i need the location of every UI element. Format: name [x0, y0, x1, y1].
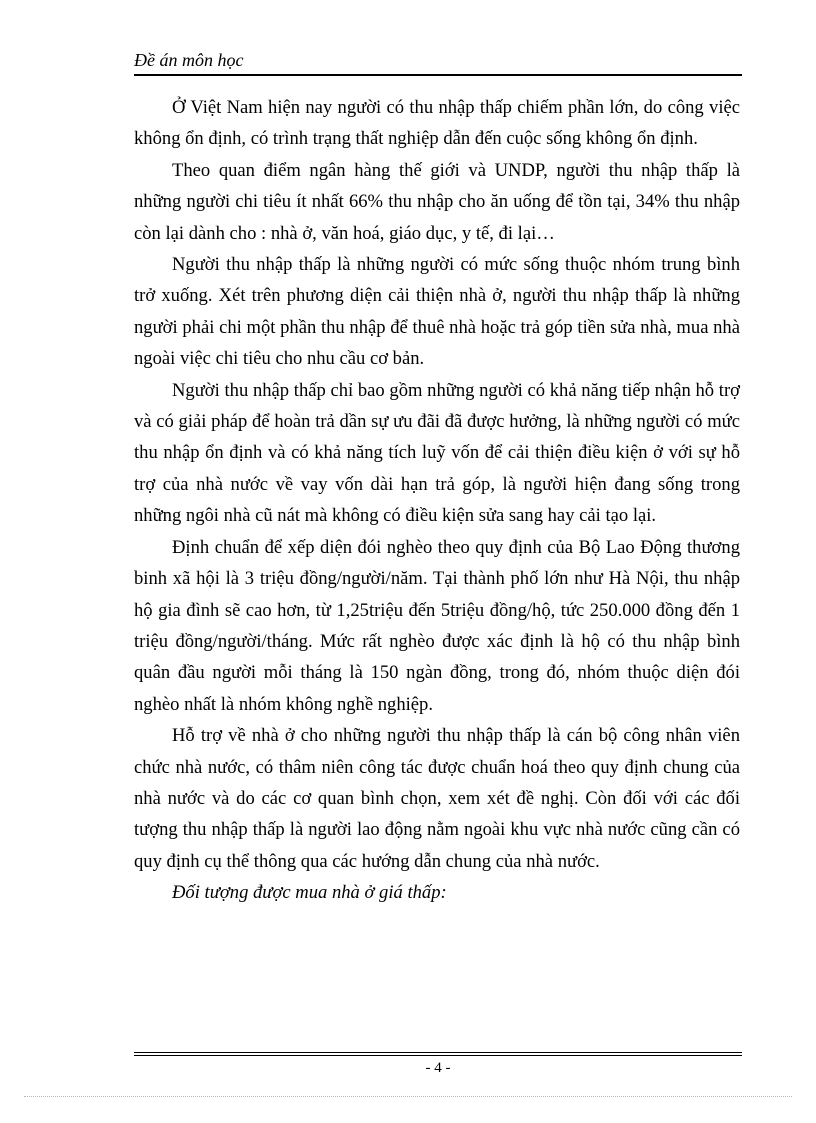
paragraph: Hỗ trợ về nhà ở cho những người thu nhập thấp là cán bộ công nhân viên chức nhà nước, có thâm niên công tác được chuẩn hoá theo quy định chung của nhà nước và do các cơ quan bình chọn, xem xét đề nghị. Còn đối với các đối tượng thu nhập thấp là người lao động nằm ngoài khu vực nhà nước cũng cần có quy định cụ thể thông qua các hướng dẫn chung của nhà nước.: [134, 725, 740, 872]
header-title: Đề án môn học: [134, 50, 244, 70]
page-header: [134, 46, 742, 76]
page-edge-divider: [24, 1096, 792, 1097]
paragraph: Ở Việt Nam hiện nay người có thu nhập thấp chiếm phần lớn, do công việc không ổn định, có trình trạng thất nghiệp dẫn đến cuộc sống không ổn định.: [134, 97, 740, 150]
footer-rule-top: [134, 1052, 742, 1053]
page-number: - 4 -: [425, 1060, 451, 1076]
paragraph: Định chuẩn để xếp diện đói nghèo theo quy định của Bộ Lao Động thương binh xã hội là 3 triệu đồng/người/năm. Tại thành phố lớn như Hà Nội, thu nhập hộ gia đình sẽ cao hơn, từ 1,25triệu đến 5triệu đồng/hộ, tức 250.000 đồng đến 1 triệu đồng/người/tháng. Mức rất nghèo được xác định là hộ có thu nhập bình quân đầu người mỗi tháng là 150 ngàn đồng, trong đó, nhóm thuộc diện đói nghèo nhất là nhóm không nghề nghiệp.: [134, 536, 740, 715]
paragraph: Người thu nhập thấp là những người có mức sống thuộc nhóm trung bình trở xuống. Xét trên phương diện cải thiện nhà ở, người thu nhập thấp là những người phải chi một phần thu nhập để thuê nhà hoặc trả góp tiền sửa nhà, mua nhà ngoài việc chi tiêu cho nhu cầu cơ bản.: [134, 254, 740, 370]
footer-divider: [134, 1052, 742, 1058]
paragraph: Người thu nhập thấp chỉ bao gồm những người có khả năng tiếp nhận hỗ trợ và có giải pháp để hoàn trả dần sự ưu đãi đã được hưởng, là những người có mức thu nhập ổn định và có khả năng tích luỹ vốn để cải thiện điều kiện ở với sự hỗ trợ của nhà nước về vay vốn dài hạn trả góp, là người hiện đang sống trong những ngôi nhà cũ nát mà không có điều kiện sửa sang hay cải tạo lại.: [134, 379, 740, 527]
document-body: [134, 92, 740, 909]
section-lead: Đối tượng được mua nhà ở giá thấp:: [172, 882, 447, 904]
paragraph: Theo quan điểm ngân hàng thế giới và UNDP, người thu nhập thấp là những người chi tiêu ít nhất 66% thu nhập cho ăn uống để tồn tại, 34% thu nhập còn lại dành cho : nhà ở, văn hoá, giáo dục, y tế, đi lại…: [134, 159, 740, 244]
footer-rule-bottom: [134, 1055, 742, 1056]
